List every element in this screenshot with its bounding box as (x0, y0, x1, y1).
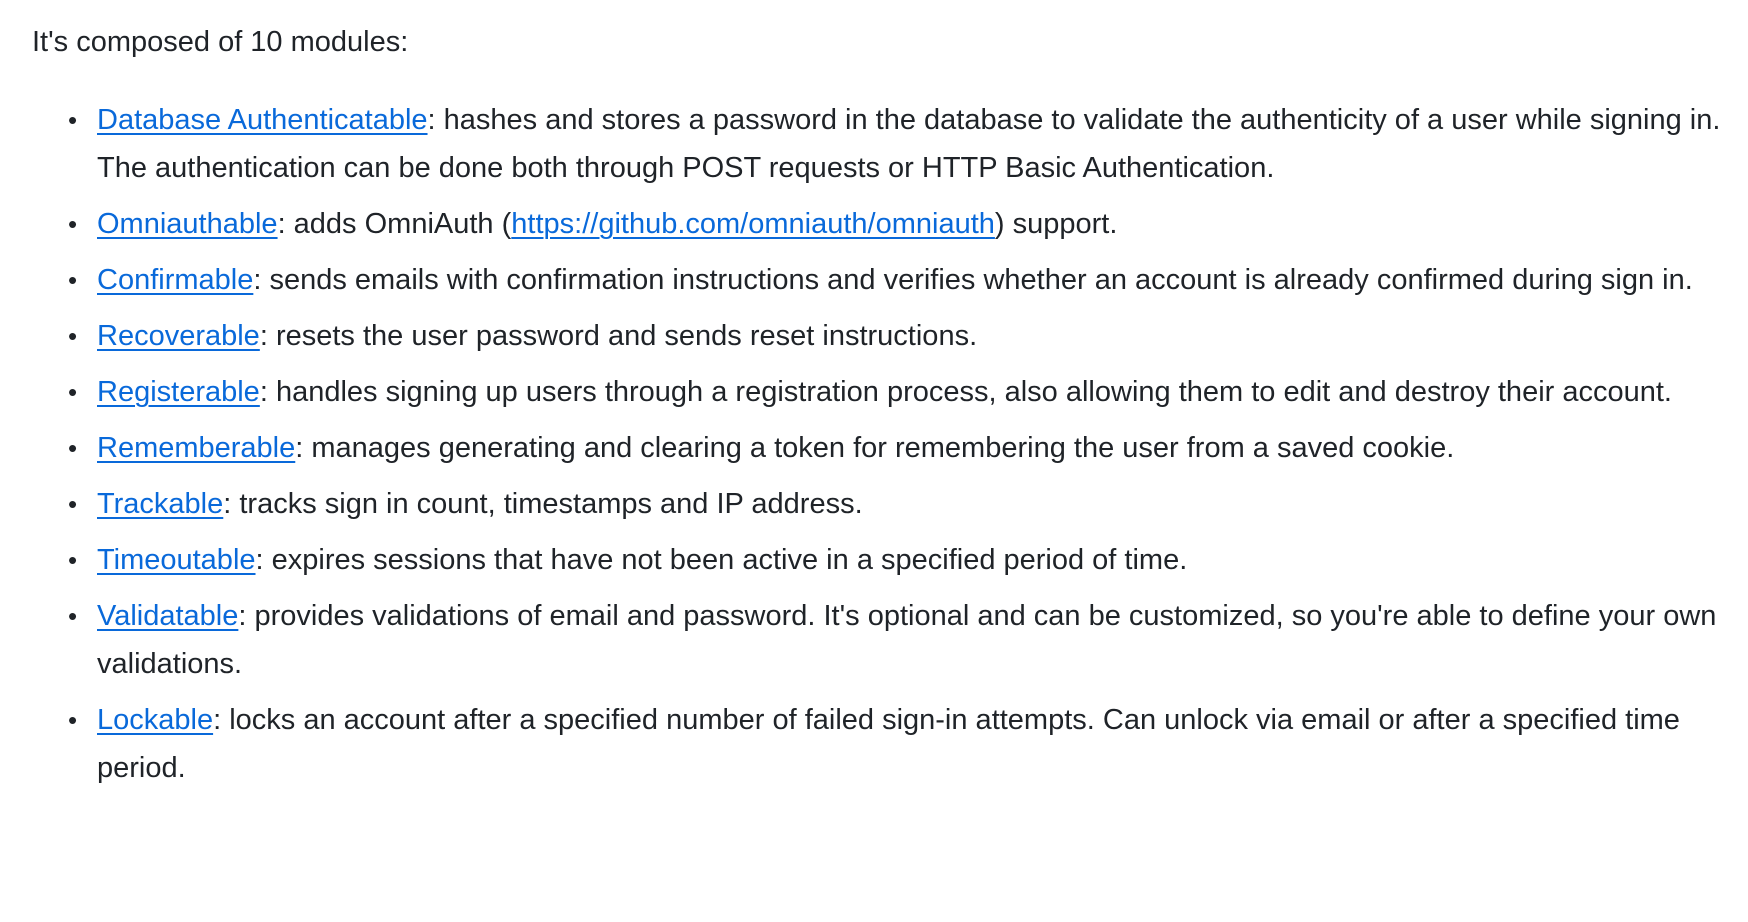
bullet-icon: • (68, 601, 78, 631)
link-validatable[interactable]: Validatable (97, 600, 239, 632)
module-description-end: ) support. (994, 208, 1118, 240)
link-rememberable[interactable]: Rememberable (97, 432, 296, 464)
list-item-recoverable (68, 312, 1748, 360)
bullet-icon: • (68, 209, 78, 239)
link-omniauthable[interactable]: Omniauthable (97, 208, 278, 240)
modules-list (32, 96, 1748, 792)
list-item-trackable (68, 480, 1748, 528)
link-database-authenticatable[interactable]: Database Authenticatable (97, 104, 428, 136)
module-description: : locks an account after a specified number of failed sign-in attempts. Can unlock via email or after a specified time period. (97, 704, 1680, 784)
module-description: : provides validations of email and password. It's optional and can be customized, so you're able to define your own validations. (97, 600, 1717, 680)
module-description: : handles signing up users through a registration process, also allowing them to edit and destroy their account. (259, 376, 1672, 408)
bullet-icon: • (68, 321, 78, 351)
module-description: : resets the user password and sends reset instructions. (259, 320, 978, 352)
link-omniauth-github[interactable]: https://github.com/omniauth/omniauth (511, 208, 995, 240)
link-lockable[interactable]: Lockable (97, 704, 214, 736)
module-description: : expires sessions that have not been active in a specified period of time. (255, 544, 1188, 576)
bullet-icon: • (68, 545, 78, 575)
module-description: : tracks sign in count, timestamps and IP address. (223, 488, 863, 520)
module-description: : manages generating and clearing a token for remembering the user from a saved cookie. (295, 432, 1455, 464)
bullet-icon: • (68, 433, 78, 463)
link-confirmable[interactable]: Confirmable (97, 264, 254, 296)
bullet-icon: • (68, 265, 78, 295)
list-item-timeoutable (68, 536, 1748, 584)
list-item-confirmable (68, 256, 1748, 304)
link-recoverable[interactable]: Recoverable (97, 320, 260, 352)
link-trackable[interactable]: Trackable (97, 488, 224, 520)
list-item-registerable (68, 368, 1748, 416)
bullet-icon: • (68, 489, 78, 519)
link-timeoutable[interactable]: Timeoutable (97, 544, 256, 576)
intro-text: It's composed of 10 modules: (32, 26, 409, 58)
list-item-validatable (68, 592, 1748, 688)
bullet-icon: • (68, 377, 78, 407)
module-description: : sends emails with confirmation instructions and verifies whether an account is already confirmed during sign in. (253, 264, 1693, 296)
list-item-omniauthable (68, 200, 1748, 248)
list-item-rememberable (68, 424, 1748, 472)
bullet-icon: • (68, 705, 78, 735)
list-item-lockable (68, 696, 1748, 792)
list-item-database-authenticatable (68, 96, 1748, 192)
module-description: : hashes and stores a password in the database to validate the authenticity of a user while signing in. The authentication can be done both through POST requests or HTTP Basic Authentication. (97, 104, 1721, 184)
module-description: : adds OmniAuth ( (277, 208, 512, 240)
link-registerable[interactable]: Registerable (97, 376, 260, 408)
bullet-icon: • (68, 105, 78, 135)
